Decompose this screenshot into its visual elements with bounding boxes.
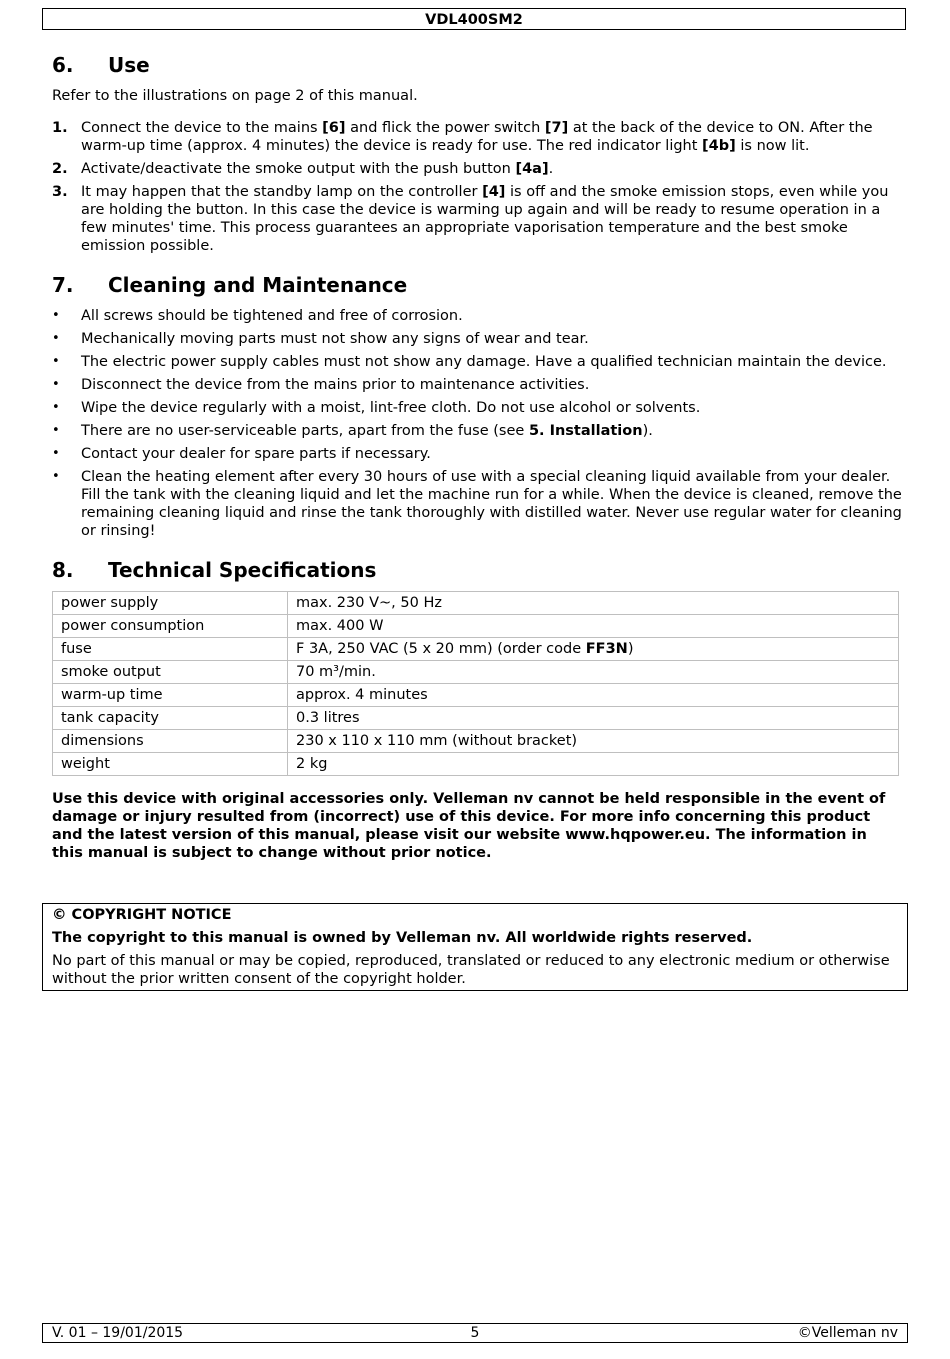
spec-key: fuse — [53, 638, 288, 661]
text-run: approx. 4 minutes — [296, 687, 428, 703]
bullet-text — [81, 468, 902, 540]
bold-ref: 5. Installation — [528, 423, 643, 439]
bullet-item — [52, 330, 902, 348]
bullet-item — [52, 468, 902, 540]
table-row — [53, 753, 899, 776]
step-number: 1. — [52, 120, 68, 136]
bold-ref: [4a] — [515, 161, 549, 177]
text-run: 0.3 litres — [296, 710, 360, 726]
text-run: There are no user-serviceable parts, apart from the fuse (see — [81, 423, 529, 439]
bullet-text — [81, 399, 902, 417]
step-item — [52, 160, 902, 178]
bullet-dot-icon: • — [52, 446, 60, 461]
bullet-text — [81, 376, 902, 394]
bullet-item — [52, 422, 902, 440]
section-specs — [52, 555, 902, 776]
spec-value — [288, 592, 899, 615]
copyright-text: No part of this manual or may be copied, reproduced, translated or reduced to any electronic medium or otherwise without the prior written consent of the copyright holder. — [52, 953, 890, 987]
text-run: Connect the device to the mains — [81, 120, 323, 136]
bold-ref: [4] — [482, 184, 506, 200]
section-title: Technical Specifications — [108, 558, 377, 582]
section-heading-specs — [52, 555, 902, 585]
text-run: is now lit. — [735, 138, 810, 154]
text-run: Disconnect the device from the mains prior to maintenance activities. — [81, 377, 590, 393]
footer-page-number: 5 — [470, 1325, 480, 1341]
section-heading-cleaning — [52, 270, 902, 300]
bullet-item — [52, 353, 902, 371]
spec-value — [288, 684, 899, 707]
bullet-dot-icon: • — [52, 469, 60, 484]
text-run: Contact your dealer for spare parts if necessary. — [81, 446, 431, 462]
spec-key: power consumption — [53, 615, 288, 638]
spec-key: smoke output — [53, 661, 288, 684]
spec-value — [288, 753, 899, 776]
text-run: It may happen that the standby lamp on the controller — [81, 184, 483, 200]
step-text — [81, 160, 902, 178]
section-title: Use — [108, 53, 150, 77]
specs-table — [52, 591, 899, 776]
step-text — [81, 119, 902, 155]
text-run: 2 kg — [296, 756, 328, 772]
bullet-dot-icon: • — [52, 354, 60, 369]
text-run: is off and the smoke emission stops, even while you are holding the button. In this case the device is warming up again and will be ready to resume operation in a few minutes' time. This process guarantees an appropriate vaporisation temperature and the best smoke emission possible. — [81, 184, 889, 254]
step-number: 3. — [52, 184, 68, 200]
step-text — [81, 183, 902, 255]
text-run: ). — [642, 423, 653, 439]
bullet-dot-icon: • — [52, 400, 60, 415]
table-row — [53, 684, 899, 707]
text-run: max. 230 V~, 50 Hz — [296, 595, 442, 611]
bullet-dot-icon: • — [52, 377, 60, 392]
step-number: 2. — [52, 161, 68, 177]
bullet-item — [52, 445, 902, 463]
spec-key: dimensions — [53, 730, 288, 753]
section-heading-use — [52, 50, 902, 80]
copyright-owner: The copyright to this manual is owned by Velleman nv. All worldwide rights reserved. — [52, 930, 753, 946]
bullet-dot-icon: • — [52, 308, 60, 323]
text-run: at the back of the device to ON. After the warm-up time (approx. 4 minutes) the device is ready for use. The red indicator light — [81, 120, 873, 154]
text-run: F 3A, 250 VAC (5 x 20 mm) (order code — [296, 641, 586, 657]
page-footer — [42, 1323, 908, 1343]
step-item — [52, 183, 902, 255]
table-row — [53, 592, 899, 615]
table-row — [53, 707, 899, 730]
text-run: Clean the heating element after every 30 hours of use with a special cleaning liquid available from your dealer. Fill the tank with the cleaning liquid and let the machine run for a while. When the device is cleaned, remove the remaining cleaning liquid and rinse the tank thoroughly with distilled water. Never use regular water for cleaning or rinsing! — [81, 469, 902, 539]
cleaning-bullet-list — [52, 307, 902, 540]
spec-value — [288, 615, 899, 638]
spec-value — [288, 730, 899, 753]
text-run: ) — [627, 641, 634, 657]
model-name: VDL400SM2 — [425, 12, 523, 28]
text-run: . — [548, 161, 554, 177]
section-use — [52, 50, 902, 255]
spec-value — [288, 661, 899, 684]
bullet-text — [81, 422, 902, 440]
disclaimer: Use this device with original accessories only. Velleman nv cannot be held responsible in the event of damage or injury resulted from (incorrect) use of this device. For more info concerning this product and the latest version of this manual, please visit our website www.hqpower.eu. The information in this manual is subject to change without prior notice. — [52, 791, 886, 861]
text-run: and flick the power switch — [345, 120, 545, 136]
footer-brand: ©Velleman nv — [797, 1325, 898, 1341]
table-row — [53, 615, 899, 638]
section-number: 7. — [52, 273, 74, 297]
section-number: 8. — [52, 558, 74, 582]
page-header — [42, 8, 906, 30]
text-run: 230 x 110 x 110 mm (without bracket) — [296, 733, 578, 749]
use-intro: Refer to the illustrations on page 2 of this manual. — [52, 88, 418, 104]
spec-key: power supply — [53, 592, 288, 615]
bold-ref: [4b] — [702, 138, 736, 154]
bold-ref: [6] — [322, 120, 346, 136]
bullet-text — [81, 353, 902, 371]
text-run: All screws should be tightened and free of corrosion. — [81, 308, 463, 324]
text-run: Wipe the device regularly with a moist, lint-free cloth. Do not use alcohol or solvents. — [81, 400, 701, 416]
bold-ref: [7] — [544, 120, 569, 136]
text-run: 70 m³/min. — [296, 664, 376, 680]
text-run: Mechanically moving parts must not show any signs of wear and tear. — [81, 331, 589, 347]
bullet-text — [81, 445, 902, 463]
text-run: Activate/deactivate the smoke output with the push button — [81, 161, 516, 177]
section-number: 6. — [52, 53, 74, 77]
bullet-text — [81, 330, 902, 348]
spec-value — [288, 638, 899, 661]
bullet-item — [52, 376, 902, 394]
use-steps-list — [52, 119, 902, 255]
section-cleaning — [52, 270, 902, 540]
document-body — [52, 50, 902, 862]
section-title: Cleaning and Maintenance — [108, 273, 408, 297]
table-row — [53, 638, 899, 661]
step-item — [52, 119, 902, 155]
bold-ref: FF3N — [585, 641, 628, 657]
text-run: max. 400 W — [296, 618, 384, 634]
text-run: The electric power supply cables must not show any damage. Have a qualified technician maintain the device. — [81, 354, 887, 370]
table-row — [53, 661, 899, 684]
spec-value — [288, 707, 899, 730]
table-row — [53, 730, 899, 753]
footer-version: V. 01 – 19/01/2015 — [52, 1325, 184, 1341]
bullet-dot-icon: • — [52, 423, 60, 438]
spec-key: tank capacity — [53, 707, 288, 730]
spec-key: weight — [53, 753, 288, 776]
copyright-heading: © COPYRIGHT NOTICE — [52, 907, 232, 923]
bullet-dot-icon: • — [52, 331, 60, 346]
copyright-notice — [42, 903, 908, 991]
bullet-text — [81, 307, 902, 325]
bullet-item — [52, 307, 902, 325]
spec-key: warm-up time — [53, 684, 288, 707]
bullet-item — [52, 399, 902, 417]
